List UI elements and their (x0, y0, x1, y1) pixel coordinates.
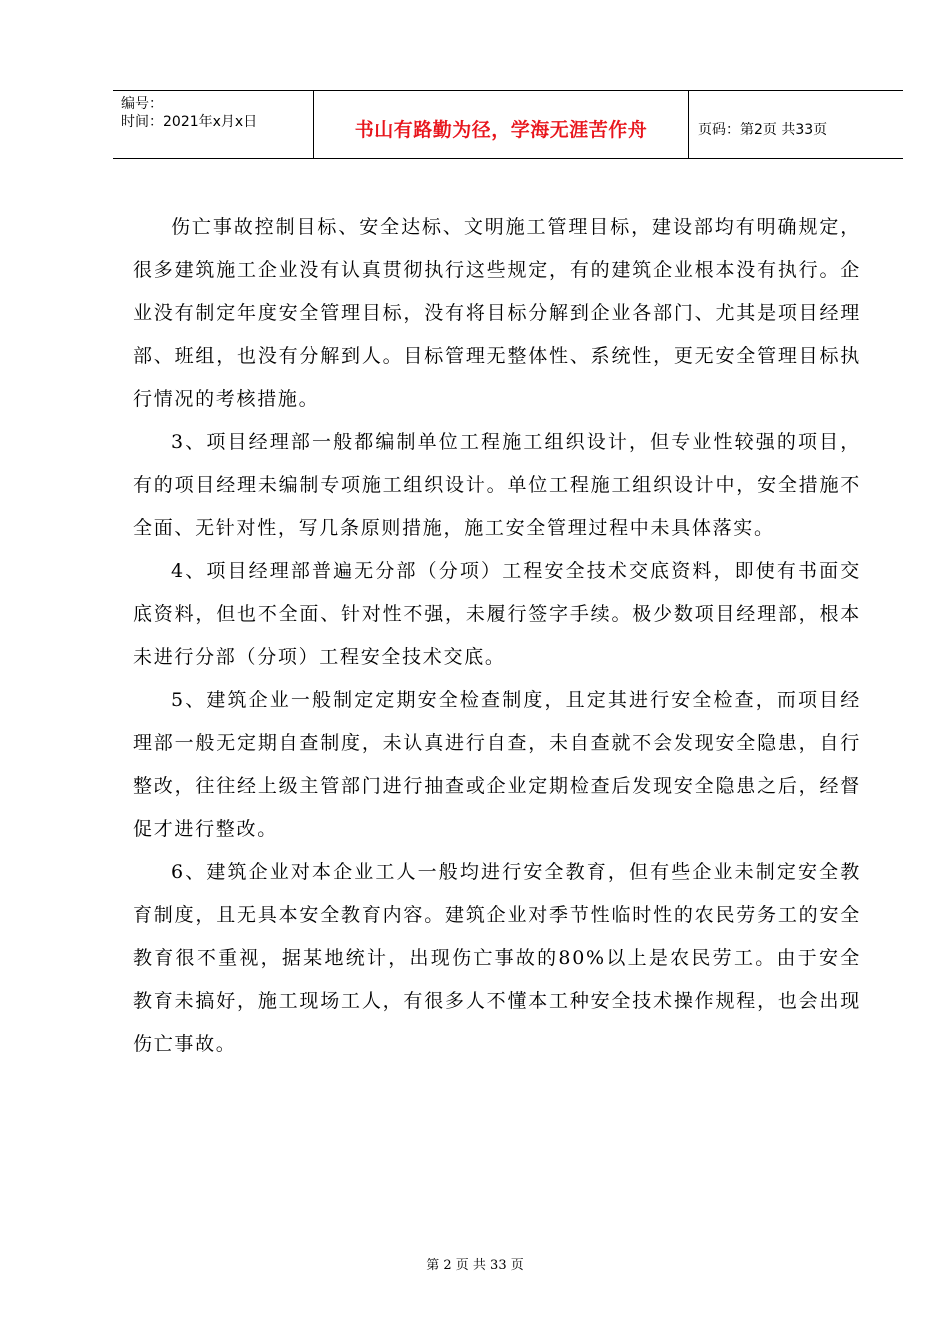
document-time: 时间：2021年x月x日 (121, 114, 258, 130)
header-meta (113, 91, 314, 158)
paragraph: 伤亡事故控制目标、安全达标、文明施工管理目标，建设部均有明确规定，很多建筑施工企业没有认真贯彻执行这些规定，有的建筑企业根本没有执行。企业没有制定年度安全管理目标，没有将目标分解到企业各部门、尤其是项目经理部、班组，也没有分解到人。目标管理无整体性、系统性，更无安全管理目标执行情况的考核措施。 (133, 216, 861, 410)
paragraph: 3、项目经理部一般都编制单位工程施工组织设计，但专业性较强的项目，有的项目经理未编制专项施工组织设计。单位工程施工组织设计中，安全措施不全面、无针对性，写几条原则措施，施工安全管理过程中未具体落实。 (133, 431, 861, 539)
page-footer: 第 2 页 共 33 页 (426, 1258, 524, 1273)
paragraph: 5、建筑企业一般制定定期安全检查制度，且定其进行安全检查，而项目经理部一般无定期自查制度，未认真进行自查，未自查就不会发现安全隐患，自行整改，往往经上级主管部门进行抽查或企业定期检查后发现安全隐患之后，经督促才进行整改。 (133, 689, 861, 840)
paragraph: 4、项目经理部普遍无分部（分项）工程安全技术交底资料，即使有书面交底资料，但也不全面、针对性不强，未履行签字手续。极少数项目经理部，根本未进行分部（分项）工程安全技术交底。 (133, 560, 861, 668)
document-number-label: 编号： (121, 96, 163, 112)
document-body (133, 206, 861, 1066)
header-motto: 书山有路勤为径，学海无涯苦作舟 (314, 91, 689, 158)
page-header (113, 90, 903, 159)
paragraph: 6、建筑企业对本企业工人一般均进行安全教育，但有些企业未制定安全教育制度，且无具本安全教育内容。建筑企业对季节性临时性的农民劳务工的安全教育很不重视，据某地统计，出现伤亡事故的80%以上是农民劳工。由于安全教育未搞好，施工现场工人，有很多人不懂本工种安全技术操作规程，也会出现伤亡事故。 (133, 861, 861, 1055)
header-page-info: 页码：第2页 共33页 (698, 121, 828, 138)
